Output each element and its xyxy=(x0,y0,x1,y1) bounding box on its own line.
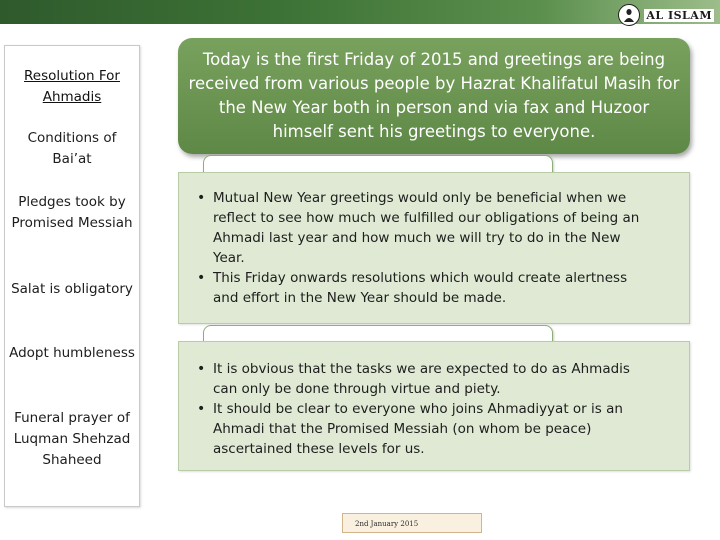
sidebar-item-conditions[interactable]: Conditions of Bai’at xyxy=(27,130,117,167)
sidebar-item-pledges[interactable]: Pledges took by Promised Messiah xyxy=(11,194,133,231)
list-item: • Mutual New Year greetings would only be beneficial when we reflect to see how much we fulfilled our obligations of being an Ahmadi last year and how much we will try to do in the New Year. xyxy=(191,188,646,268)
content-panel-1 xyxy=(178,172,690,324)
headline-text: Today is the first Friday of 2015 and greetings are being received from various people by Hazrat Khalifatul Masih for the New Year both in person and via fax and Huzoor himself sent his greetings to everyone. xyxy=(188,50,680,141)
bullet-list-2 xyxy=(191,359,646,459)
bullet-list-1 xyxy=(191,188,646,308)
list-item: • It should be clear to everyone who joins Ahmadiyyat or is an Ahmadi that the Promised Messiah (on whom be peace) ascertained these levels for us. xyxy=(191,399,646,459)
topics-sidebar xyxy=(4,45,140,507)
date-footer xyxy=(342,513,482,533)
sidebar-item-funeral-prayer[interactable]: Funeral prayer of Luqman Shehzad Shaheed xyxy=(13,410,131,468)
al-islam-logo xyxy=(618,3,714,27)
headline-box xyxy=(178,38,690,154)
date-text: 2nd January 2015 xyxy=(355,520,419,528)
seal-icon xyxy=(618,4,640,26)
figure-icon xyxy=(623,8,635,22)
content-panel-2 xyxy=(178,341,690,471)
list-item: • This Friday onwards resolutions which would create alertness and effort in the New Year should be made. xyxy=(191,268,646,308)
top-banner xyxy=(0,0,720,24)
logo-text: AL ISLAM xyxy=(646,8,712,22)
sidebar-item-humbleness[interactable]: Adopt humbleness xyxy=(9,345,135,361)
sidebar-item-resolution[interactable]: Resolution For Ahmadis xyxy=(24,68,120,105)
sidebar-item-salat[interactable]: Salat is obligatory xyxy=(11,281,133,297)
list-item: • It is obvious that the tasks we are expected to do as Ahmadis can only be done through virtue and piety. xyxy=(191,359,646,399)
